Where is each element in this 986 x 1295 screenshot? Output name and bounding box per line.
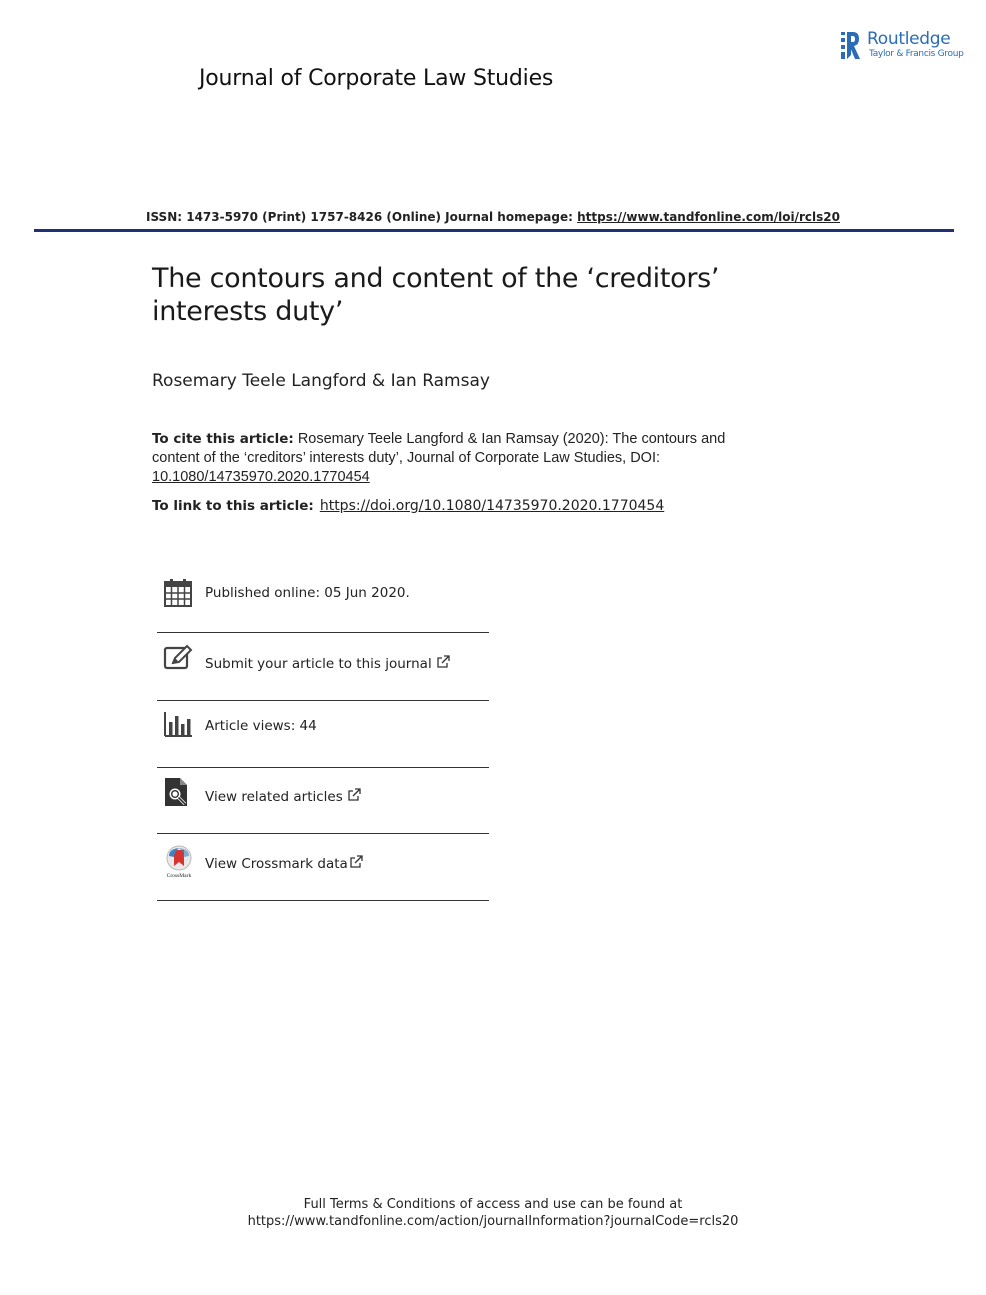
crossmark-icon (163, 845, 195, 879)
article-link-label: To link to this article: (152, 498, 314, 514)
footer-line-1: Full Terms & Conditions of access and use can be found at (303, 1197, 683, 1212)
issn-line (0, 210, 986, 224)
article-title: The contours and content of the ‘creditors’ interests duty’ (152, 263, 720, 327)
calendar-icon (163, 578, 193, 608)
citation-block (152, 430, 752, 487)
divider (157, 767, 489, 768)
crossmark-logo-text: CrossMark (166, 873, 192, 879)
publisher-group: Taylor & Francis Group (869, 49, 964, 59)
published-row (157, 578, 489, 644)
crossmark-label: View Crossmark data (205, 856, 348, 872)
citation-text: Rosemary Teele Langford & Ian Ramsay (2020): The contours and content of the ‘creditors’ interests duty’, Journal of Corporate Law Studies, DOI: (152, 431, 726, 466)
published-date: Published online: 05 Jun 2020. (205, 585, 410, 601)
article-doi-url[interactable]: https://doi.org/10.1080/14735970.2020.1770454 (319, 498, 665, 514)
publisher-name: Routledge (867, 29, 951, 49)
document-search-icon (163, 777, 193, 807)
issn-text: ISSN: 1473-5970 (Print) 1757-8426 (Online) Journal homepage: (145, 210, 578, 224)
footer-terms-link[interactable]: https://www.tandfonline.com/action/journalInformation?journalCode=rcls20 (247, 1214, 739, 1229)
related-label: View related articles (205, 789, 343, 805)
external-link-icon (349, 855, 363, 869)
related-articles-link[interactable] (205, 788, 361, 805)
divider (157, 632, 489, 633)
article-views: Article views: 44 (205, 718, 317, 734)
divider (157, 900, 489, 901)
routledge-logo-icon (841, 29, 861, 61)
crossmark-row[interactable] (157, 845, 489, 911)
submit-article-link[interactable] (205, 655, 450, 672)
divider (157, 833, 489, 834)
citation-doi-link[interactable]: 10.1080/14735970.2020.1770454 (152, 469, 370, 485)
external-link-icon (436, 655, 450, 669)
footer (0, 1196, 986, 1230)
divider (157, 700, 489, 701)
citation-label: To cite this article: (152, 431, 294, 447)
crossmark-link[interactable] (205, 855, 363, 872)
submit-label: Submit your article to this journal (205, 656, 432, 672)
external-link-icon (347, 788, 361, 802)
article-link-line (152, 498, 664, 514)
journal-title: Journal of Corporate Law Studies (199, 66, 554, 91)
bar-chart-icon (163, 710, 193, 740)
journal-homepage-link[interactable]: https://www.tandfonline.com/loi/rcls20 (577, 210, 840, 224)
edit-icon (163, 644, 193, 674)
article-authors: Rosemary Teele Langford & Ian Ramsay (152, 371, 490, 391)
header-divider (34, 229, 954, 232)
